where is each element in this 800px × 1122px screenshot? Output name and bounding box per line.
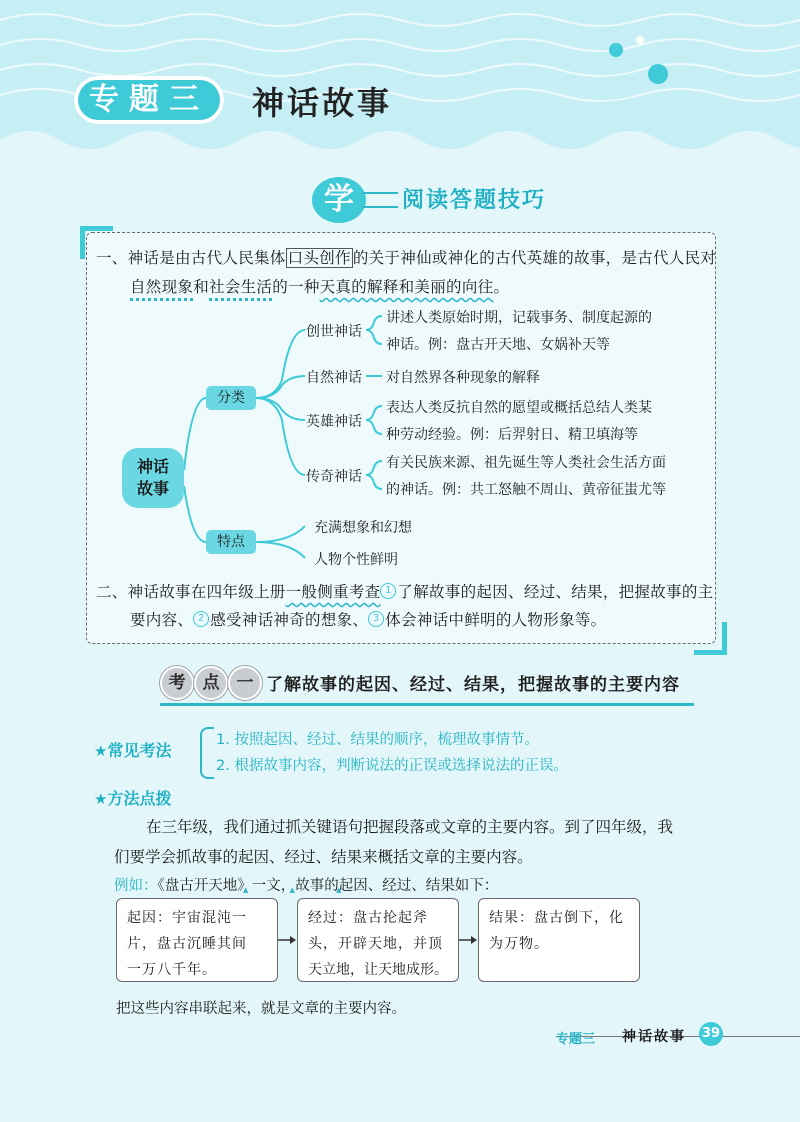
definition-mid2: 的一种 [272, 278, 320, 296]
common-method-1: 1. 按照起因、经过、结果的顺序，梳理故事情节。 [216, 732, 539, 748]
process-line-3: 天立地，让天地成形。 [308, 962, 448, 978]
cause-line-3: 一万八千年。 [127, 962, 217, 978]
circled-number-2: 2 [193, 611, 209, 627]
example-summary: 把这些内容串联起来，就是文章的主要内容。 [116, 1001, 406, 1017]
focus-item-1: 了解故事的起因、经过、结果，把握故事的主 [397, 583, 714, 601]
category-nature-desc: 对自然界各种现象的解释 [386, 370, 540, 386]
story-box-process [297, 898, 459, 982]
story-box-result [478, 898, 640, 982]
keyword-result: ▲ 结果 [331, 848, 362, 866]
category-hero-desc-1: 表达人类反抗自然的愿望或概括总结人类某 [386, 400, 652, 416]
page-number: 39 [699, 1022, 723, 1046]
cause-line-2: 片，盘古沉睡其间 [127, 936, 247, 952]
example-label: 例如： [114, 878, 158, 894]
method-para-line-2 [114, 842, 533, 873]
definition-and: 和 [193, 278, 210, 296]
emphasis-social-life: 社会生活 [209, 278, 273, 296]
arrow-right-icon [458, 930, 478, 950]
method-tips-heading [94, 786, 171, 809]
star-icon: ★ [94, 790, 108, 808]
process-line-1: 经过：盘古抡起斧 [308, 910, 428, 926]
topic-title: 神话故事 [252, 84, 393, 122]
category-creation-desc-2: 神话。例：盘古开天地、女娲补天等 [386, 337, 610, 353]
keyword-process: ▲ 经过 [285, 848, 316, 866]
common-methods-heading [94, 738, 171, 761]
focus-item-1b: 要内容、 [130, 611, 194, 629]
method-para-2b: 来概括文章的主要内容。 [362, 848, 533, 866]
mindmap-category-box: 分类 [206, 386, 256, 410]
focus-item-2: 感受神话神奇的想象、 [210, 611, 369, 629]
kaodian-char-2: 点 [194, 666, 228, 700]
root-line-2: 故事 [136, 479, 169, 498]
keyword-cause: ▲ 起因 [238, 848, 269, 866]
method-tips-label: 方法点拨 [107, 789, 172, 808]
definition-prefix: 一、神话是由古代人民集体 [96, 249, 286, 267]
keyword-sep-2: 、 [315, 848, 332, 866]
story-box-cause [116, 898, 278, 982]
category-creation: 创世神话 [306, 324, 362, 340]
topic-badge: 专题三 [74, 76, 224, 124]
footer-topic-title: 神话故事 [622, 1029, 686, 1045]
result-line-1: 结果：盘古倒下，化 [489, 910, 624, 926]
category-hero-desc-2: 种劳动经验。例：后羿射日、精卫填海等 [386, 427, 638, 443]
feature-characters: 人物个性鲜明 [314, 552, 398, 568]
example-line [114, 874, 498, 895]
circled-number-3: 3 [368, 611, 384, 627]
feature-imagination: 充满想象和幻想 [314, 520, 412, 536]
process-line-2: 头，开辟天地，并顶 [308, 936, 443, 952]
definition-mid: 的关于神仙或神化的古代英雄的故事，是古代人民对 [352, 249, 717, 267]
emphasis-natural-phenomena: 自然现象 [130, 278, 194, 296]
keyword-sep-1: 、 [269, 848, 285, 866]
common-methods-label: 常见考法 [107, 741, 172, 760]
category-legend-desc-1: 有关民族来源、祖先诞生等人类社会生活方面 [386, 455, 666, 471]
definition-end: 。 [493, 278, 510, 296]
cause-line-1: 起因：宇宙混沌一 [127, 910, 247, 926]
star-icon: ★ [94, 742, 108, 760]
mindmap-feature-box: 特点 [206, 530, 256, 554]
footer-topic-tag: 专题三 [556, 1032, 596, 1047]
arrow-right-icon [277, 930, 297, 950]
root-line-1: 神话 [136, 457, 169, 476]
wavy-emphasis-focus: 一般侧重考查 [285, 583, 381, 601]
category-nature: 自然神话 [306, 370, 362, 386]
methods-bracket [200, 727, 214, 779]
example-text: 《盘古开天地》一文，故事的起因、经过、结果如下： [157, 878, 499, 894]
kaodian-title: 了解故事的起因、经过、结果，把握故事的主要内容 [266, 675, 680, 695]
learn-section-title: 阅读答题技巧 [402, 188, 547, 213]
focus-item-3: 体会神话中鲜明的人物形象等。 [385, 611, 607, 629]
category-creation-desc-1: 讲述人类原始时期，记载事务、制度起源的 [386, 310, 652, 326]
mindmap-root [122, 448, 184, 508]
myth-mindmap [110, 300, 710, 580]
category-legend: 传奇神话 [306, 469, 362, 485]
method-para-2a: 们要学会抓故事的 [114, 848, 239, 866]
boxed-term: 口头创作 [287, 249, 351, 267]
box-corner-bottom-right [694, 622, 727, 655]
learn-divider [362, 192, 398, 208]
category-hero: 英雄神话 [306, 414, 362, 430]
category-legend-desc-2: 的神话。例：共工怒触不周山、黄帝征蚩尤等 [386, 482, 666, 498]
method-para-line-1: 在三年级，我们通过抓关键语句把握段落或文章的主要内容。到了四年级，我 [146, 818, 674, 836]
learn-badge: 学 [312, 177, 366, 223]
focus-line-2 [130, 604, 606, 637]
kaodian-char-3: 一 [228, 666, 262, 700]
common-method-2: 2. 根据故事内容，判断说法的正误或选择说法的正误。 [216, 758, 568, 774]
focus-prefix: 二、神话故事在四年级上册 [96, 583, 286, 601]
result-line-2: 为万物。 [489, 936, 549, 952]
wavy-emphasis-explanation: 天真的解释和美丽的向往 [319, 278, 494, 296]
kaodian-underline [160, 703, 694, 706]
kaodian-char-1: 考 [160, 666, 194, 700]
circled-number-1: 1 [380, 583, 396, 599]
